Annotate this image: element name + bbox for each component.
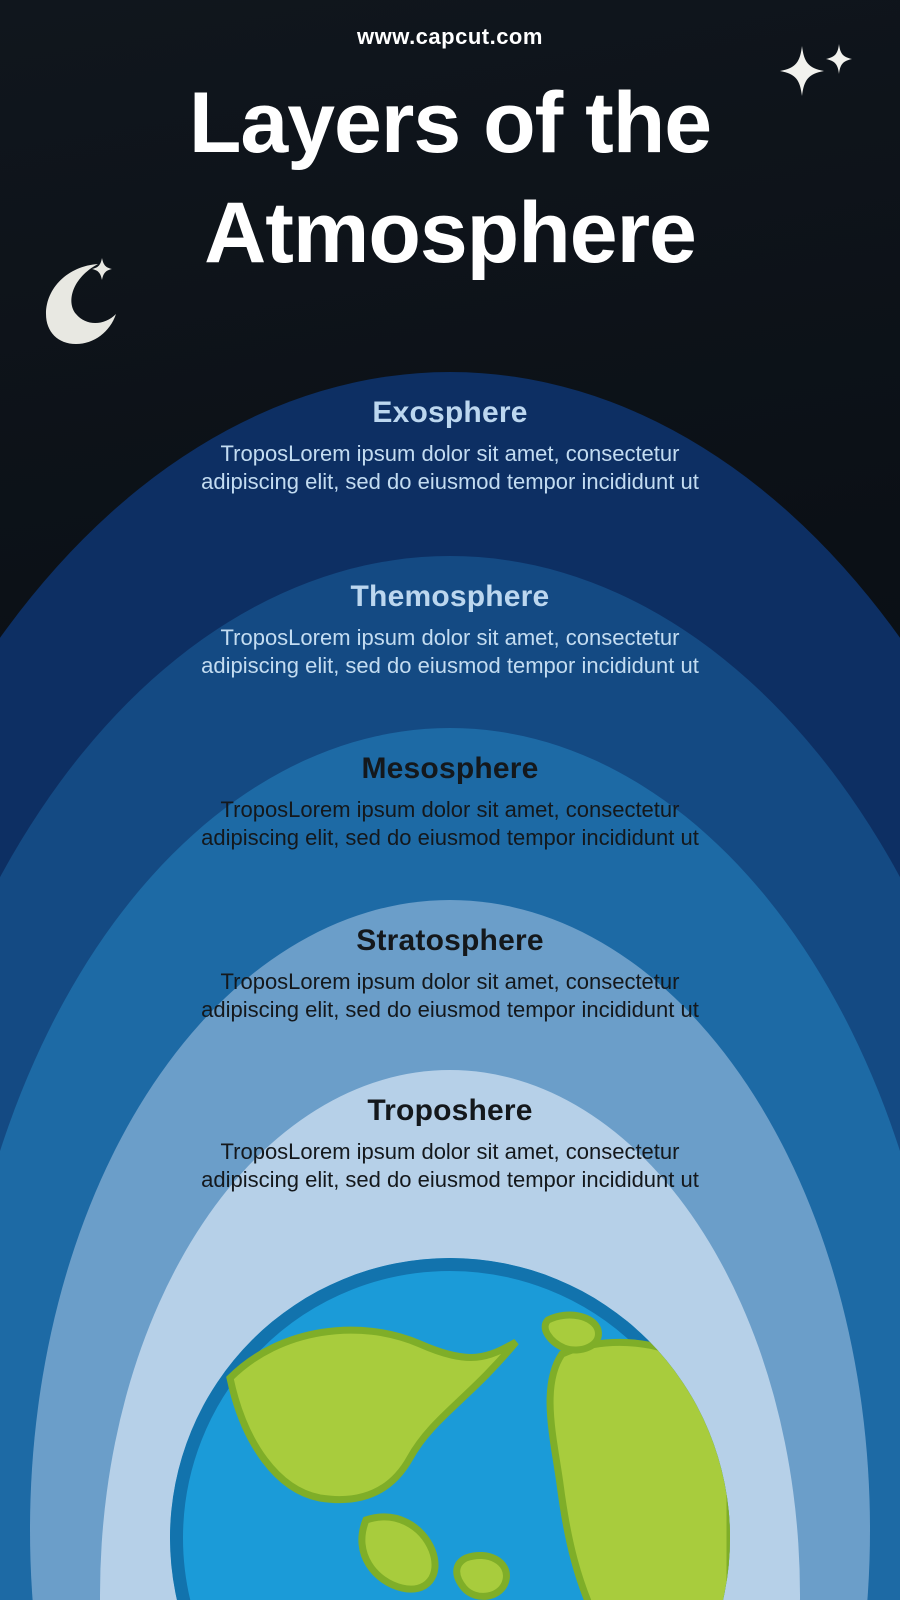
layer-title-thermosphere: Themosphere [350, 580, 550, 613]
layer-description-troposphere: TroposLorem ipsum dolor sit amet, consectetur adipiscing elit, sed do eiusmod tempor incididunt ut [201, 1139, 699, 1193]
sparkle-icon [780, 46, 824, 101]
earth-globe-icon [170, 1258, 730, 1600]
site-url: www.capcut.com [357, 24, 543, 49]
layer-title-troposphere: Troposhere [367, 1094, 533, 1127]
page-title [0, 68, 900, 288]
layer-label-thermosphere [190, 580, 710, 680]
layer-label-troposphere [190, 1094, 710, 1194]
layer-title-stratosphere: Stratosphere [356, 924, 544, 957]
layer-title-mesosphere: Mesosphere [361, 752, 539, 785]
sparkle-icon [826, 44, 852, 79]
layer-label-mesosphere [190, 752, 710, 852]
layer-description-mesosphere: TroposLorem ipsum dolor sit amet, consectetur adipiscing elit, sed do eiusmod tempor incididunt ut [201, 797, 699, 851]
page-title-line-2: Atmosphere [204, 185, 696, 282]
layer-label-stratosphere [190, 924, 710, 1024]
crescent-moon-icon [28, 252, 124, 353]
layer-description-stratosphere: TroposLorem ipsum dolor sit amet, consectetur adipiscing elit, sed do eiusmod tempor incididunt ut [201, 969, 699, 1023]
page-title-line-1: Layers of the [188, 75, 712, 171]
layer-description-exosphere: TroposLorem ipsum dolor sit amet, consectetur adipiscing elit, sed do eiusmod tempor incididunt ut [201, 441, 699, 495]
layer-label-exosphere [190, 396, 710, 496]
layer-title-exosphere: Exosphere [372, 396, 528, 429]
layer-description-thermosphere: TroposLorem ipsum dolor sit amet, consectetur adipiscing elit, sed do eiusmod tempor incididunt ut [201, 625, 699, 679]
